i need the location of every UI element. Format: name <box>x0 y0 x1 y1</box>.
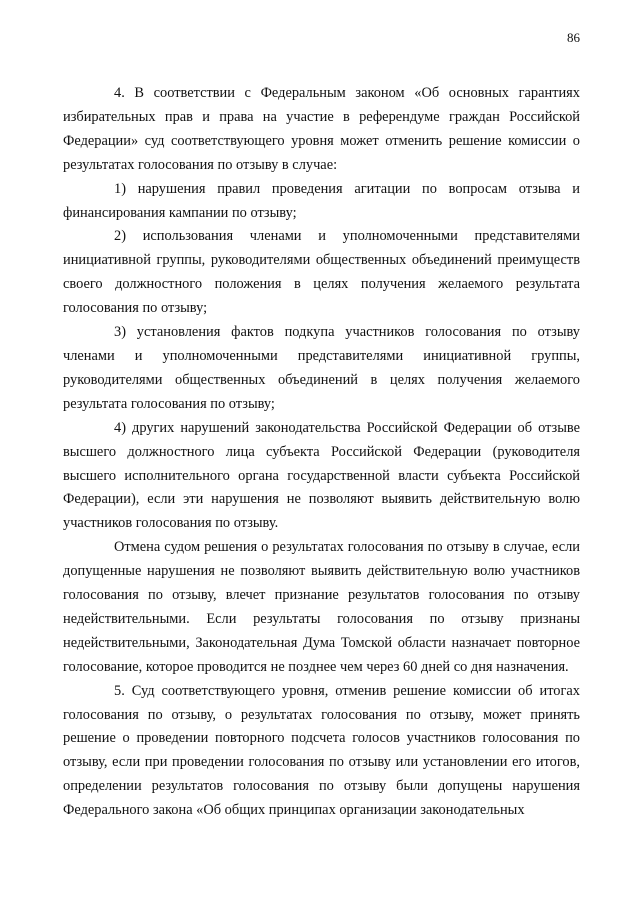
paragraph-cancellation: Отмена судом решения о результатах голосования по отзыву в случае, если допущенные нарушения не позволяют выявить действительную волю участников голосования по отзыву, влечет признание результатов голосования по отзыву недействительными. Если результаты голосования по отзыву признаны недействительными, Законодательная Дума Томской области назначает повторное голосование, которое проводится не позднее чем через 60 дней со дня назначения. <box>63 539 580 675</box>
paragraph-item-4: 4) других нарушений законодательства Российской Федерации об отзыве высшего должностного лица субъекта Российской Федерации (руководителя высшего исполнительного органа государственной власти субъекта Российской Федерации), если эти нарушения не позволяют выявить действительную волю участников голосования по отзыву. <box>63 419 580 532</box>
paragraph-5-recount: 5. Суд соответствующего уровня, отменив решение комиссии об итогах голосования по отзыву, о результатах голосования по отзыву, может принять решение о проведении повторного подсчета голосов участников голосования по отзыву, если при проведении голосования по отзыву или установлении его итогов, определении результатов голосования по отзыву были допущены нарушения Федерального закона «Об общих принципах организации законодательных <box>63 682 580 819</box>
document-body <box>63 82 580 823</box>
paragraph-4-court-grounds: 4. В соответствии с Федеральным законом «Об основных гарантиях избирательных прав и права на участие в референдуме граждан Российской Федерации» суд соответствующего уровня может отменить решение комиссии о результатах голосования по отзыву в случае: <box>63 85 580 173</box>
page-number: 86 <box>567 30 580 45</box>
paragraph-item-1: 1) нарушения правил проведения агитации по вопросам отзыва и финансирования кампании по отзыву; <box>63 180 580 221</box>
paragraph-item-2: 2) использования членами и уполномоченными представителями инициативной группы, руководителями общественных объединений преимуществ своего должностного положения в целях получения желаемого результата голосования по отзыву; <box>63 228 580 317</box>
paragraph-item-3: 3) установления фактов подкупа участников голосования по отзыву членами и уполномоченными представителями инициативной группы, руководителями общественных объединений в целях получения желаемого результата голосования по отзыву; <box>63 324 580 412</box>
